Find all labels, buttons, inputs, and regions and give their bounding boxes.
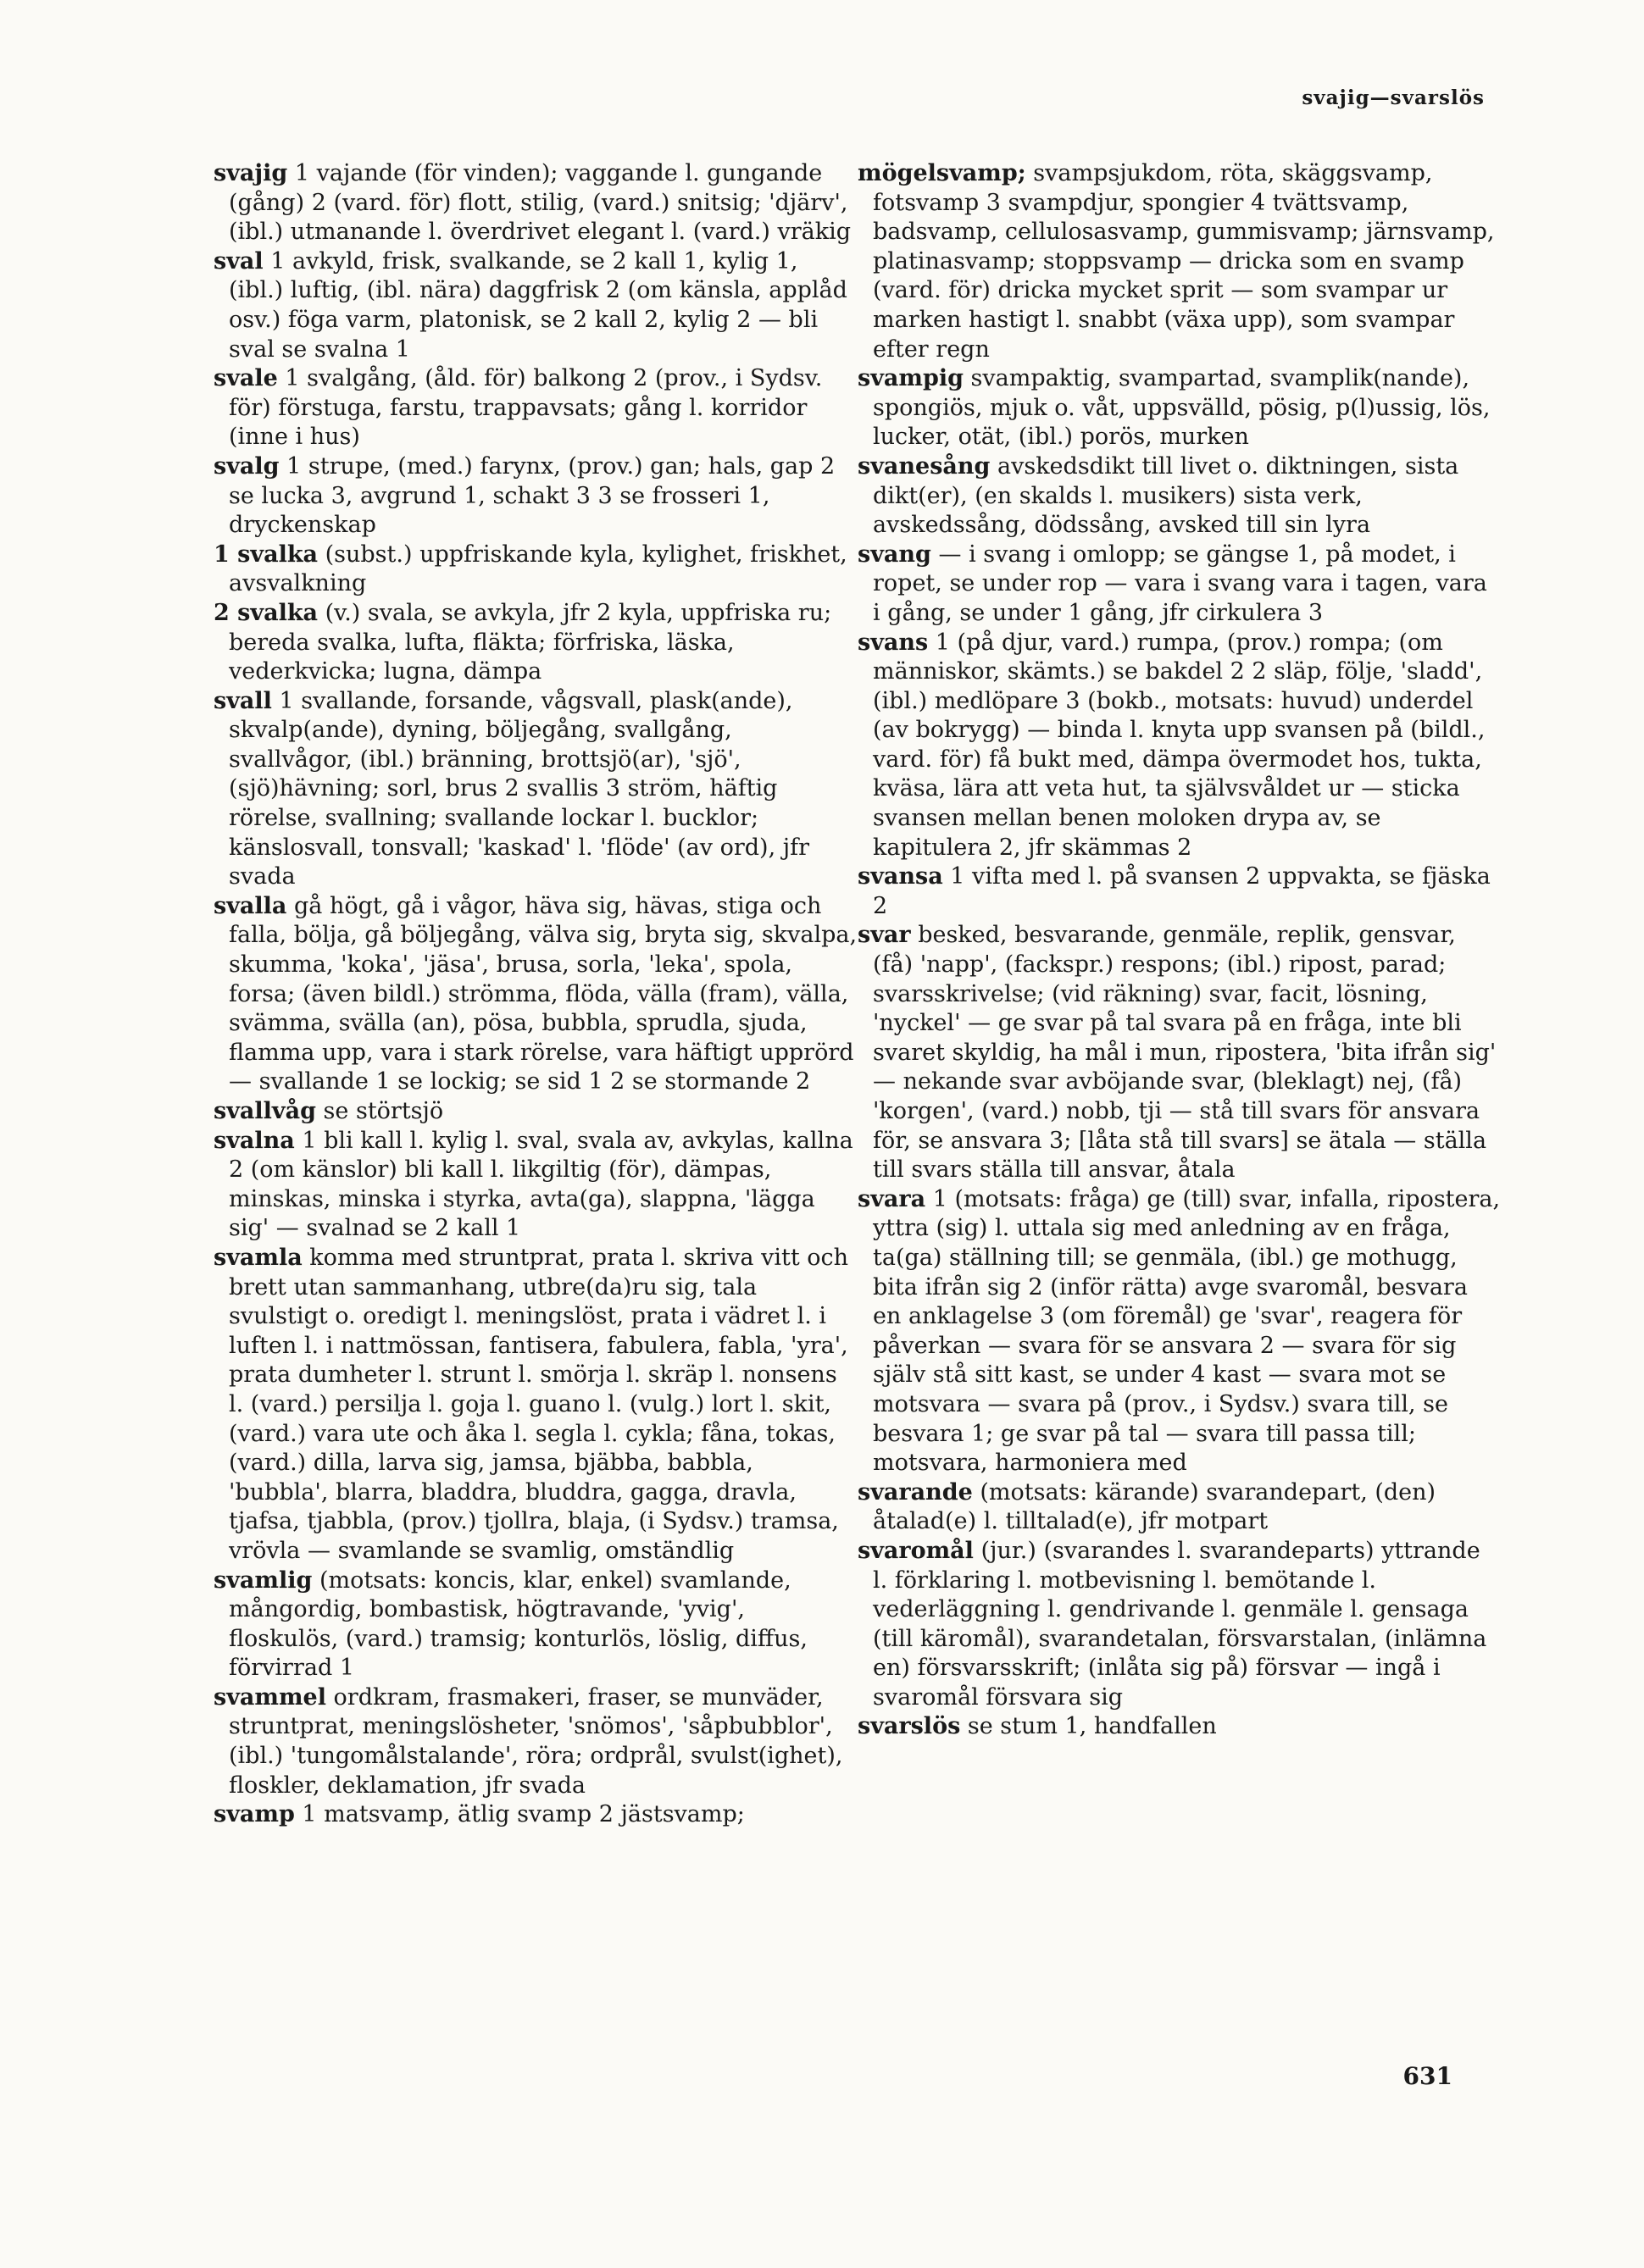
entry: svang — i svang i omlopp; se gängse 1, på modet, i ropet, se under rop — vara i svang vara i tagen, vara i gång, se under 1 gång, jfr cirkulera 3 xyxy=(858,541,1487,626)
entry: svamp 1 matsvamp, ätlig svamp 2 jästsvamp; xyxy=(214,1801,745,1828)
entry: svalg 1 strupe, (med.) farynx, (prov.) gan; hals, gap 2 se lucka 3, avgrund 1, schakt 3 3 se frosseri 1, dryckenskap xyxy=(214,452,836,539)
entry: svarande (motsats: kärande) svarandepart, (den) åtalad(e) l. tilltalad(e), jfr motpart xyxy=(858,1478,1436,1535)
entry: svansa 1 vifta med l. på svansen 2 uppvakta, se fjäska 2 xyxy=(858,863,1491,919)
right-column xyxy=(858,159,1502,1742)
entry: svallvåg se störtsjö xyxy=(214,1098,444,1124)
entry: svamla komma med struntprat, prata l. skriva vitt och brett utan sammanhang, utbre(da)ru sig, tala svulstigt o. oredigt l. meningslöst, prata i vädret l. i luften l. i nattmössan, fantisera, fabulera, fabla, 'yra', prata dumheter l. strunt l. smörja l. skräp l. nonsens l. (vard.) persilja l. goja l. guano l. (vulg.) lort l. skit, (vard.) vara ute och åka l. segla l. cykla; fåna, tokas, (vard.) dilla, larva sig, jamsa, bjäbba, babbla, 'bubbla', blarra, bladdra, bluddra, gagga, dravla, tjafsa, tjabbla, (prov.) tjollra, blaja, (i Sydsv.) tramsa, vrövla — svamlande se svamlig, omständlig xyxy=(214,1244,849,1564)
entry: svanesång avskedsdikt till livet o. diktningen, sista dikt(er), (en skalds l. musikers) sista verk, avskedssång, dödssång, avsked till sin lyra xyxy=(858,452,1459,539)
entry: sval 1 avkyld, frisk, svalkande, se 2 kall 1, kylig 1, (ibl.) luftig, (ibl. nära) daggfrisk 2 (om känsla, applåd osv.) föga varm, platonisk, se 2 kall 2, kylig 2 — bli sval se svalna 1 xyxy=(214,247,847,363)
entry: svamlig (motsats: koncis, klar, enkel) svamlande, mångordig, bombastisk, högtravande, 'yvig', floskulös, (vard.) tramsig; konturlös, löslig, diffus, förvirrad 1 xyxy=(214,1567,808,1682)
page-number: 631 xyxy=(1402,2062,1452,2090)
entry: svans 1 (på djur, vard.) rumpa, (prov.) rompa; (om människor, skämts.) se bakdel 2 2 släp, följe, 'sladd', (ibl.) medlöpare 3 (bokb., motsats: huvud) underdel (av bokrygg) — binda l. knyta upp svansen på (bildl., vard. för) få bukt med, dämpa övermodet hos, tukta, kväsa, lära att veta hut, ta självsvåldet ur — sticka svansen mellan benen moloken drypa av, se kapitulera 2, jfr skämmas 2 xyxy=(858,629,1486,861)
running-head: svajig—svarslös xyxy=(1302,86,1485,109)
entry: svammel ordkram, frasmakeri, fraser, se munväder, struntprat, meningslösheter, 'snömos', 'såpbubblor', (ibl.) 'tungomålstalande', röra; ordprål, svulst(ighet), floskler, deklamation, jfr svada xyxy=(214,1683,843,1799)
entry: 2 svalka (v.) svala, se avkyla, jfr 2 kyla, uppfriska ru; bereda svalka, lufta, fläkta; förfriska, läska, vederkvicka; lugna, dämpa xyxy=(214,599,832,685)
entry: svarslös se stum 1, handfallen xyxy=(858,1713,1217,1740)
entry: 1 svalka (subst.) uppfriskande kyla, kylighet, friskhet, avsvalkning xyxy=(214,541,847,597)
entry: svajig 1 vajande (för vinden); vaggande l. gungande (gång) 2 (vard. för) flott, stilig, (vard.) snitsig; 'djärv', (ibl.) utmanande l. överdrivet elegant l. (vard.) vräkig xyxy=(214,160,852,246)
entry: svall 1 svallande, forsande, vågsvall, plask(ande), skvalp(ande), dyning, böljegång, svallgång, svallvågor, (ibl.) bränning, brottsjö(ar), 'sjö', (sjö)hävning; sorl, brus 2 svallis 3 ström, häftig rörelse, svallning; svallande lockar l. bucklor; känslosvall, tonsvall; 'kaskad' l. 'flöde' (av ord), jfr svada xyxy=(214,687,810,890)
entry: svale 1 svalgång, (åld. för) balkong 2 (prov., i Sydsv. för) förstuga, farstu, trappavsats; gång l. korridor (inne i hus) xyxy=(214,365,823,451)
left-column xyxy=(214,159,858,1830)
entry: mögelsvamp; svampsjukdom, röta, skäggsvamp, fotsvamp 3 svampdjur, spongier 4 tvättsvamp, badsvamp, cellulosasvamp, gummisvamp; järnsvamp, platinasvamp; stoppsvamp — dricka som en svamp (vard. för) dricka mycket sprit — som svampar ur marken hastigt l. snabbt (växa upp), som svampar efter regn xyxy=(858,160,1495,363)
entry: svampig svampaktig, svampartad, svamplik(nande), spongiös, mjuk o. våt, uppsvälld, pösig, p(l)ussig, lös, lucker, otät, (ibl.) porös, murken xyxy=(858,365,1491,451)
entry: svar besked, besvarande, genmäle, replik, gensvar, (få) 'napp', (fackspr.) respons; (ibl.) ripost, parad; svarsskrivelse; (vid räkning) svar, facit, lösning, 'nyckel' — ge svar på tal svara på en fråga, inte bli svaret skyldig, ha mål i mun, ripostera, 'bita ifrån sig' — nekande svar avböjande svar, (bleklagt) nej, (få) 'korgen', (vard.) nobb, tji — stå till svars för ansvara för, se ansvara 3; [låta stå till svars] se ätala — ställa till svars ställa till ansvar, åtala xyxy=(858,922,1497,1184)
entry: svalla gå högt, gå i vågor, häva sig, hävas, stiga och falla, bölja, gå böljegång, välva sig, bryta sig, skvalpa, skumma, 'koka', 'jäsa', brusa, sorla, 'leka', spola, forsa; (även bildl.) strömma, flöda, välla (fram), välla, svämma, svälla (an), pösa, bubbla, sprudla, sjuda, flamma upp, vara i stark rörelse, vara häftigt upprörd — svallande 1 se lockig; se sid 1 2 se stormande 2 xyxy=(214,892,858,1095)
entry: svara 1 (motsats: fråga) ge (till) svar, infalla, ripostera, yttra (sig) l. uttala sig med anledning av en fråga, ta(ga) ställning till; se genmäla, (ibl.) ge mothugg, bita ifrån sig 2 (inför rätta) avge svaromål, besvara en anklagelse 3 (om föremål) ge 'svar', reagera för påverkan — svara för se ansvara 2 — svara för sig själv stå sitt kast, se under 4 kast — svara mot se motsvara — svara på (prov., i Sydsv.) svara till, se besvara 1; ge svar på tal — svara till passa till; motsvara, harmoniera med xyxy=(858,1185,1501,1477)
entry: svaromål (jur.) (svarandes l. svarandeparts) yttrande l. förklaring l. motbevisning l. bemötande l. vederläggning l. gendrivande l. genmäle l. gensaga (till käromål), svarandetalan, försvarstalan, (inlämna en) försvarsskrift; (inlåta sig på) försvar — ingå i svaromål försvara sig xyxy=(858,1537,1487,1711)
entry: svalna 1 bli kall l. kylig l. sval, svala av, avkylas, kallna 2 (om känslor) bli kall l. likgiltig (för), dämpas, minskas, minska i styrka, avta(ga), slappna, 'lägga sig' — svalnad se 2 kall 1 xyxy=(214,1127,853,1242)
